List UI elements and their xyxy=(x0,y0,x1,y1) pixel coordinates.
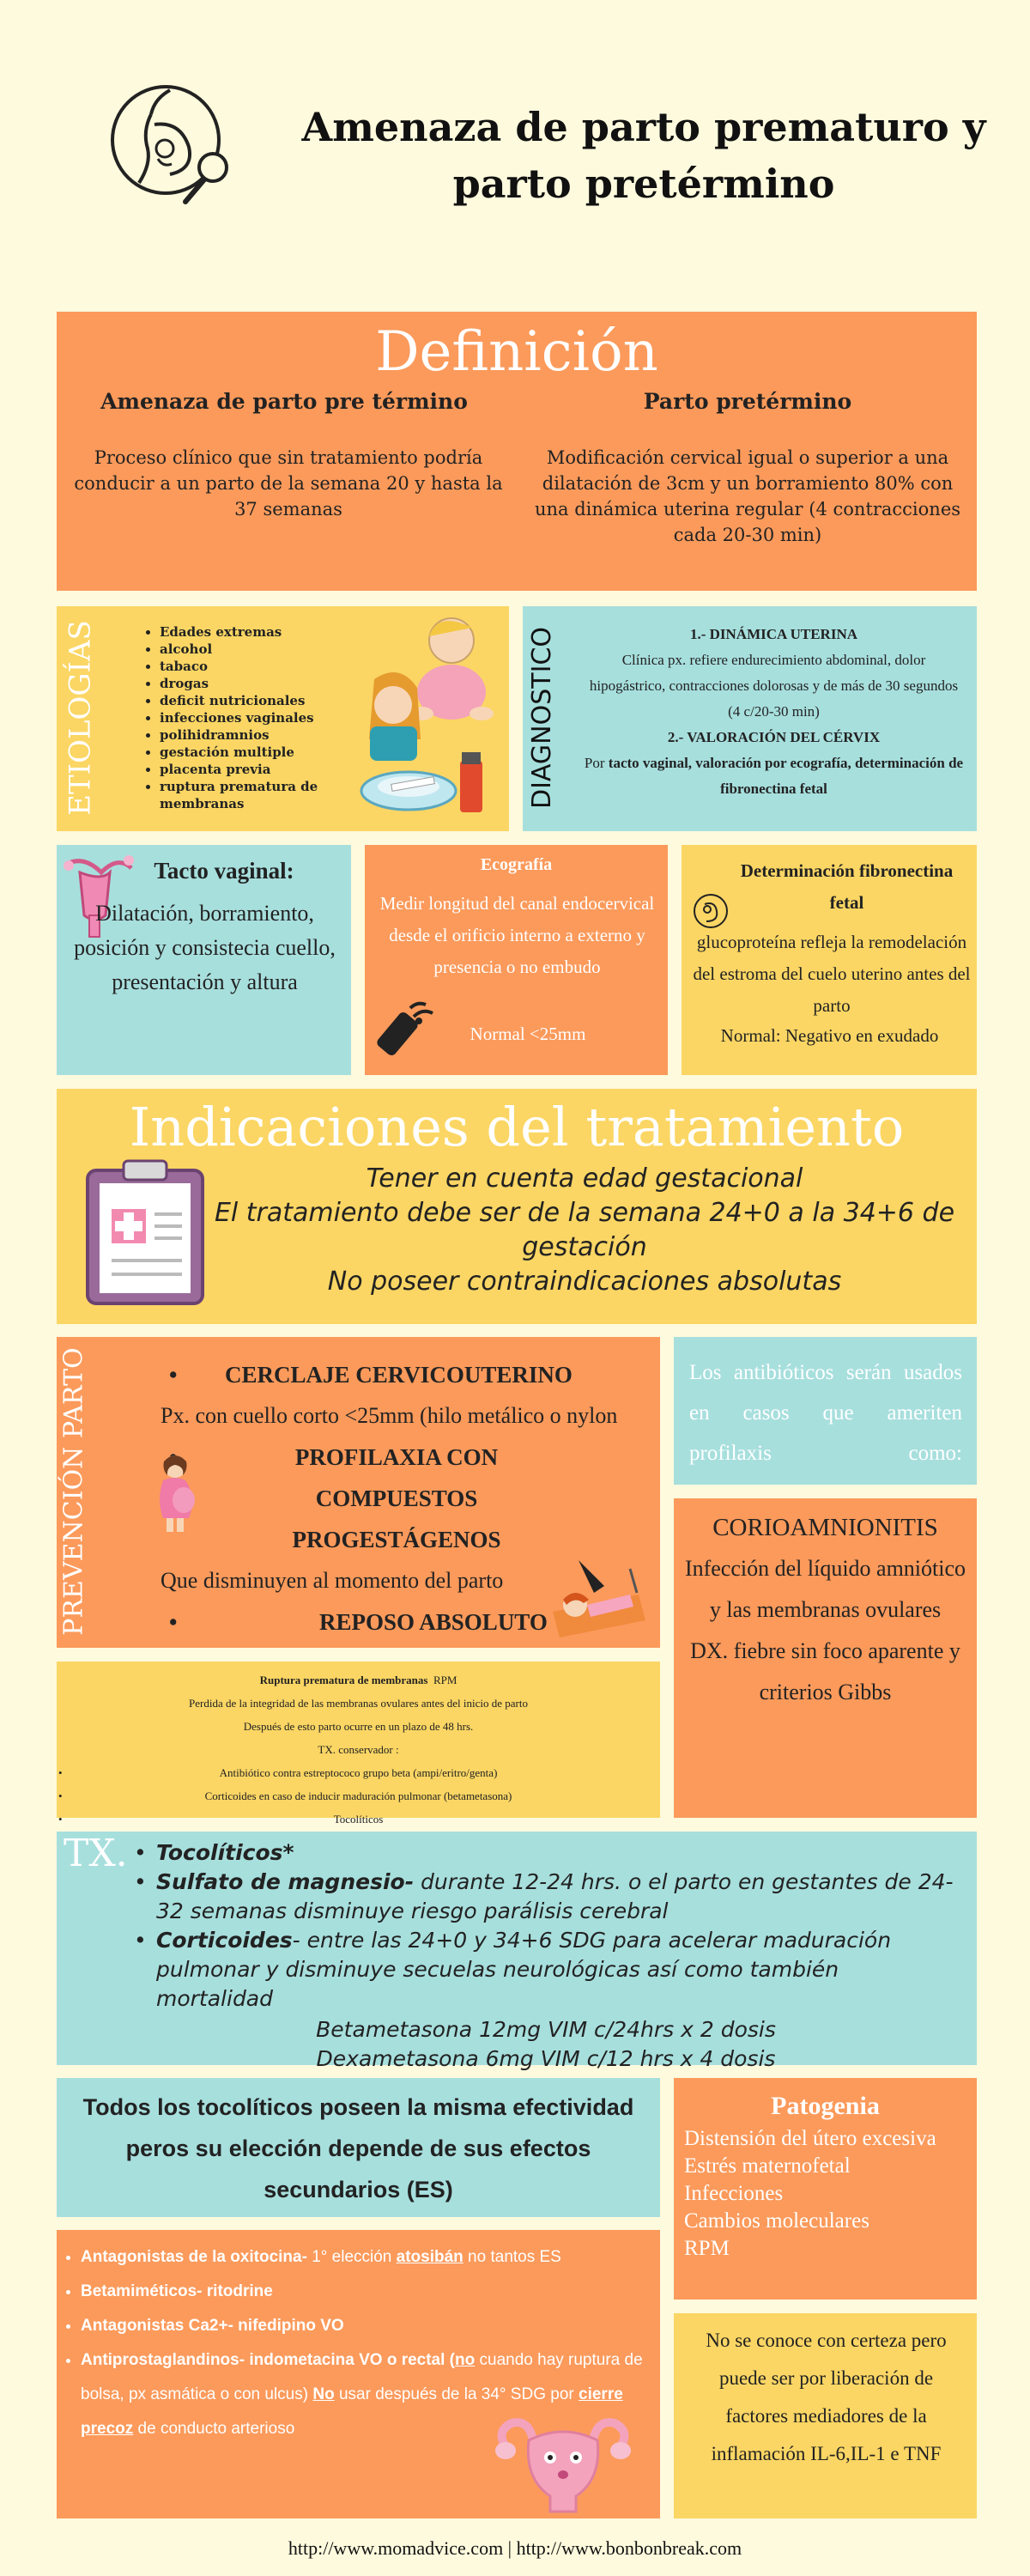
prevencion-bullet-2-label: PROFILAXIA CON COMPUESTOS PROGESTÁGENOS xyxy=(292,1444,501,1552)
list-item: Cambios moleculares xyxy=(684,2209,869,2233)
indicaciones-section xyxy=(57,1089,977,1324)
diagnostico-title: DIAGNOSTICO xyxy=(527,626,557,810)
no-certeza-section xyxy=(674,2313,977,2518)
corio-content xyxy=(678,1507,972,1713)
definicion-title: Definición xyxy=(375,320,658,384)
medical-clipboard-icon xyxy=(81,1157,209,1308)
tx-section xyxy=(57,1832,977,2071)
definicion-right-heading: Parto pretérmino xyxy=(643,389,852,414)
prevencion-title: PREVENCIÓN PARTO xyxy=(58,1347,89,1636)
tx-content xyxy=(134,1838,958,2074)
patogenia-section xyxy=(674,2078,977,2300)
list-item: • alcohol xyxy=(160,641,342,658)
indicaciones-line-2: El tratamiento debe ser de la semana 24+0 a la 34+6 de gestación xyxy=(214,1198,955,1262)
list-item: • Antiprostaglandinos- indometacina VO o rectal (no cuando hay ruptura de bolsa, px asmática o con ulcus) No usar después de la 34° SDG por cierre precoz de conducto arterioso xyxy=(81,2343,647,2446)
list-item: Infecciones xyxy=(684,2182,784,2205)
list-item: • Corticoides en caso de inducir maduración pulmonar (betametasona) xyxy=(58,1789,512,1802)
diagnostico-heading-2: 2.- VALORACIÓN DEL CÉRVIX xyxy=(667,729,881,745)
list-item: RPM xyxy=(684,2237,730,2260)
list-item: • Tocolíticos xyxy=(58,1813,384,1826)
prevencion-section xyxy=(57,1337,660,1648)
list-item: • polihidramnios xyxy=(160,726,342,744)
tx-item-3-text: - entre las 24+0 y 34+6 SDG para acelerar maduración pulmonar y disminuye secuelas neurológicas así como también mortalidad xyxy=(156,1928,892,2011)
corio-title: CORIOAMNIONITIS xyxy=(712,1514,938,1541)
tx-dose-2: Dexametasona 6mg VIM c/12 hrs x 4 dosis xyxy=(316,2046,776,2071)
uterus-character-icon xyxy=(490,2415,636,2513)
diagnostico-text-1: Clínica px. refiere endurecimiento abdominal, dolor hipogástrico, contracciones dolorosas y de más de 30 segundos (4 c/20-30 min) xyxy=(589,652,959,720)
etiologias-section xyxy=(57,606,509,831)
rpm-content xyxy=(57,1668,660,1831)
list-item: Estrés maternofetal xyxy=(684,2154,851,2178)
list-item: • Antagonistas Ca2+- nifedipino VO xyxy=(81,2309,647,2343)
definicion-left-text: Proceso clínico que sin tratamiento podría conducir a un parto de la semana 20 y hasta la 37 semanas xyxy=(74,447,503,519)
ultrasound-probe-icon xyxy=(369,987,446,1064)
corio-section xyxy=(674,1498,977,1818)
rpm-text-3: TX. conservador : xyxy=(318,1743,399,1756)
definicion-right-text: Modificación cervical igual o superior a una dilatación de 3cm y un borramiento 80% con una dinámica uterina regular (4 contracciones cada 20-30 min) xyxy=(534,447,961,545)
prevencion-bullet-3: • REPOSO ABSOLUTO xyxy=(169,1609,548,1635)
patogenia-title: Patogenia xyxy=(771,2092,880,2120)
footer-sources: http://www.momadvice.com | http://www.bonbonbreak.com xyxy=(288,2537,742,2559)
tacto-text: Dilatación, borramiento, posición y consistecia cuello, presentación y altura xyxy=(74,901,336,994)
list-item: • tabaco xyxy=(160,658,342,675)
ecografia-text: Medir longitud del canal endocervical desde el orificio interno a externo y presencia o no embudo xyxy=(379,893,655,977)
tx-item-3-bold: Corticoides xyxy=(156,1928,293,1953)
page-title-line2: parto pretérmino xyxy=(452,161,835,207)
pregnancy-magnifier-icon xyxy=(101,73,247,219)
diagnostico-section xyxy=(523,606,977,831)
list-item: • gestación multiple xyxy=(160,744,342,761)
tx-item-2-text: durante 12-24 hrs. o el parto en gestantes de 24-32 semanas disminuye riesgo parálisis cerebral xyxy=(156,1869,954,1923)
fibronectina-text: glucoproteína refleja la remodelación del estroma del cuelo uterino antes del parto xyxy=(693,932,971,1016)
tacto-section xyxy=(57,845,351,1075)
rpm-section xyxy=(57,1662,660,1826)
definicion-left-heading: Amenaza de parto pre término xyxy=(100,389,468,414)
etiologias-title: ETIOLOGÍAS xyxy=(63,620,98,816)
patogenia-list xyxy=(684,2125,972,2263)
page-title-line1: Amenaza de parto prematuro y xyxy=(301,104,986,150)
fibronectina-section xyxy=(682,845,977,1075)
etiologias-list xyxy=(144,623,342,812)
page-title xyxy=(283,99,1004,212)
list-item: • drogas xyxy=(160,675,342,692)
prevencion-bullet-3-label: REPOSO ABSOLUTO xyxy=(319,1609,548,1635)
tx-item-3: • Corticoides- entre las 24+0 y 34+6 SDG para acelerar maduración pulmonar y disminuye secuelas neurológicas así como también mortalidad xyxy=(134,1928,892,2011)
corio-text-2: DX. fiebre sin foco aparente y criterios Gibbs xyxy=(690,1638,960,1704)
diagnostico-text-2 xyxy=(583,750,965,802)
diagnostico-text-2-bold: tacto vaginal, valoración por ecografía, determinación de fibronectina fetal xyxy=(608,755,964,797)
tx-item-2-bold: Sulfato de magnesio- xyxy=(156,1869,415,1894)
rpm-text-1: Perdida de la integridad de las membranas ovulares antes del inicio de parto xyxy=(189,1697,528,1710)
list-item: • Antagonistas de la oxitocina- 1° elección atosibán no tantos ES xyxy=(81,2240,647,2275)
list-item: • Betamiméticos- ritodrine xyxy=(81,2275,647,2309)
indicaciones-line-1: Tener en cuenta edad gestacional xyxy=(366,1163,803,1194)
rpm-title-line xyxy=(57,1668,660,1692)
corio-text-1: Infección del líquido amniótico y las membranas ovulares xyxy=(684,1556,966,1622)
ecografia-section xyxy=(365,845,668,1075)
ecografia-normal: Normal <25mm xyxy=(470,1024,586,1044)
list-item: • Edades extremas xyxy=(160,623,342,641)
list-item: • ruptura prematura de membranas xyxy=(160,778,342,812)
tocoliticos-note-text: Todos los tocolíticos poseen la misma efectividad peros su elección depende de sus efectos secundarios (ES) xyxy=(82,2094,634,2202)
antagonistas-section xyxy=(57,2230,660,2518)
list-item: • Antibiótico contra estreptococo grupo beta (ampi/eritro/genta) xyxy=(58,1766,498,1779)
rpm-text-2: Después de esto parto ocurre en un plazo de 48 hrs. xyxy=(243,1720,474,1733)
rpm-title: Ruptura prematura de membranas xyxy=(259,1674,428,1686)
prevencion-bullet-1: • CERCLAJE CERVICOUTERINO xyxy=(169,1362,573,1388)
tx-item-2: • Sulfato de magnesio- durante 12-24 hrs. o el parto en gestantes de 24-32 semanas disminuye riesgo parálisis cerebral xyxy=(134,1869,954,1923)
tocoliticos-note-section xyxy=(57,2078,660,2217)
prevencion-bullet-1-label: CERCLAJE CERVICOUTERINO xyxy=(225,1362,573,1388)
tacto-title: Tacto vaginal: xyxy=(154,858,294,884)
rpm-title-suffix: RPM xyxy=(433,1674,457,1686)
no-certeza-text: No se conoce con certeza pero puede ser por liberación de factores mediadores de la inflamación IL-6,IL-1 e TNF xyxy=(706,2330,947,2464)
header-logo xyxy=(101,73,247,219)
prevencion-text-1: Px. con cuello corto <25mm (hilo metálico o nylon xyxy=(161,1403,618,1428)
list-item: • deficit nutricionales xyxy=(160,692,342,709)
list-item: Distensión del útero excesiva xyxy=(684,2127,936,2150)
prevencion-text-2: Que disminuyen al momento del parto xyxy=(161,1568,504,1593)
antibioticos-section xyxy=(674,1337,977,1485)
definicion-section xyxy=(57,312,977,591)
fibronectina-title: Determinación fibronectina fetal xyxy=(740,860,954,913)
indicaciones-text xyxy=(211,1162,958,1299)
illustration-icon xyxy=(340,611,503,825)
pregnant-woman-icon xyxy=(151,1453,198,1534)
indicaciones-line-3: No poseer contraindicaciones absolutas xyxy=(327,1267,842,1297)
resting-woman-icon xyxy=(544,1552,656,1642)
tx-item-1-bold: Tocolíticos* xyxy=(156,1840,294,1865)
tx-dose-1: Betametasona 12mg VIM c/24hrs x 2 dosis xyxy=(316,2017,776,2042)
indicaciones-title: Indicaciones del tratamiento xyxy=(129,1096,905,1158)
fibronectina-normal: Normal: Negativo en exudado xyxy=(720,1025,939,1046)
list-item: • placenta previa xyxy=(160,761,342,778)
tx-title: TX. xyxy=(64,1832,128,1875)
diagnostico-text-2-prefix: Por xyxy=(584,755,609,771)
ecografia-title: Ecografía xyxy=(480,855,553,874)
diagnostico-content xyxy=(583,622,965,802)
tx-item-1: • Tocolíticos* xyxy=(134,1838,958,1868)
list-item: • infecciones vaginales xyxy=(160,709,342,726)
diagnostico-heading-1: 1.- DINÁMICA UTERINA xyxy=(689,626,858,642)
antibioticos-text: Los antibióticos serán usados en casos que ameriten profilaxis como: xyxy=(689,1361,962,1465)
